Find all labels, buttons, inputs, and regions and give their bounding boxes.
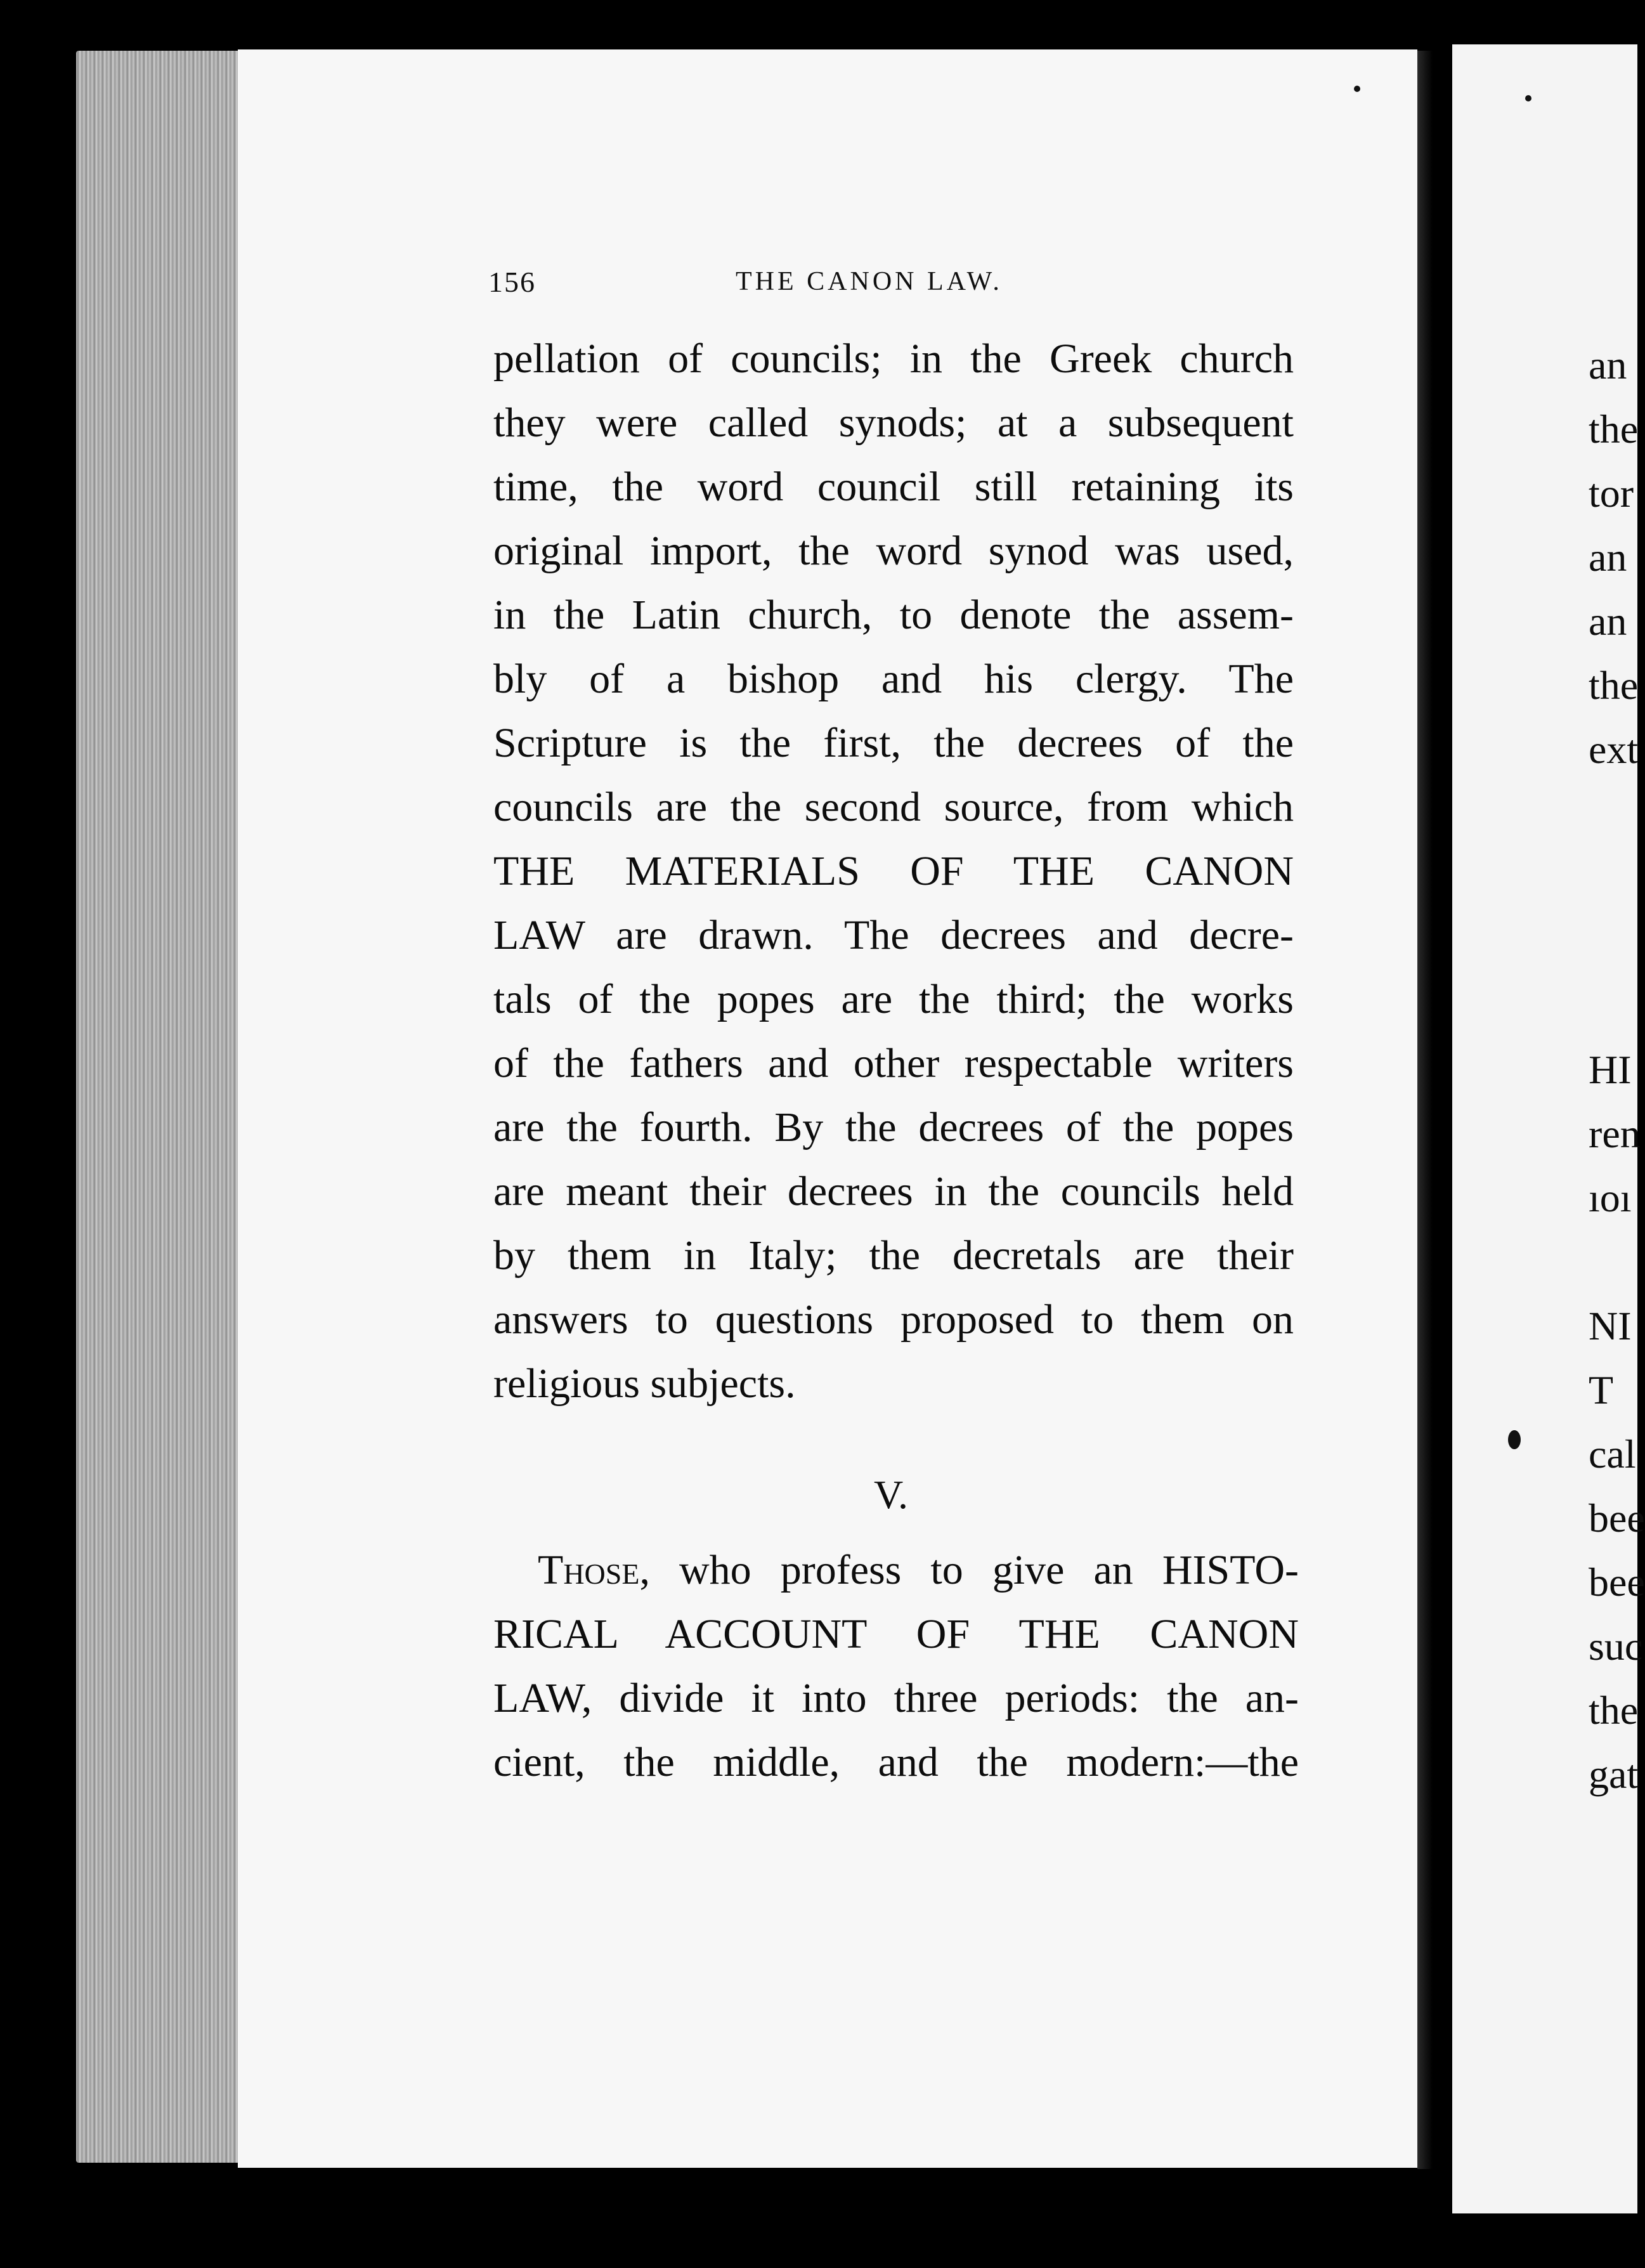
text-line: time, the word council still retaining its (493, 464, 1294, 510)
text-line: pellation of councils; in the Greek church (493, 336, 1294, 382)
page-edges (76, 51, 247, 2163)
first-line-rest: , who profess to give an HISTO- (639, 1547, 1299, 1593)
running-head: THE CANON LAW. (736, 267, 1003, 296)
page-number: 156 (488, 266, 536, 298)
section-number: V. (874, 1472, 908, 1517)
text-line: are the fourth. By the decrees of the popes (493, 1104, 1294, 1150)
paragraph-2 (493, 1538, 1299, 1794)
right-page-text-fragments (1589, 333, 1645, 1806)
text-line: religious subjects. (493, 1360, 796, 1407)
fragment: the (1589, 1688, 1639, 1733)
text-line: LAW are drawn. The decrees and decre- (493, 912, 1294, 958)
text-line: cient, the middle, and the modern:—the (493, 1739, 1299, 1785)
text-line: tals of the popes are the third; the works (493, 976, 1294, 1022)
speck (1354, 86, 1360, 92)
fragment: cal (1589, 1431, 1636, 1476)
text-line: they were called synods; at a subsequent (493, 400, 1294, 446)
fragment: the (1589, 663, 1639, 708)
fragment: suc (1589, 1624, 1643, 1669)
speck (1525, 95, 1531, 101)
fragment (1589, 781, 1639, 845)
text-line: RICAL ACCOUNT OF THE CANON (493, 1611, 1299, 1657)
text-line-first (493, 1538, 1299, 1602)
fragment: T (1589, 1367, 1614, 1412)
text-line: by them in Italy; the decretals are their (493, 1232, 1294, 1279)
ink-mark (1508, 1430, 1521, 1449)
fragment (1589, 845, 1639, 909)
fragment: HI (1589, 1047, 1632, 1092)
fragment (1589, 909, 1639, 974)
text-line: original import, the word synod was used, (493, 528, 1294, 574)
fragment: ext (1589, 727, 1639, 772)
page-header (488, 265, 1306, 303)
fragment: gat (1589, 1752, 1639, 1797)
text-line: Scripture is the first, the decrees of the (493, 720, 1294, 766)
text-line: in the Latin church, to denote the assem- (493, 592, 1294, 638)
drop-word: Those (538, 1547, 640, 1593)
text-line: of the fathers and other respectable writers (493, 1040, 1294, 1086)
fragment (1589, 974, 1639, 1038)
text-line: bly of a bishop and his clergy. The (493, 656, 1294, 702)
fragment: the (1589, 407, 1639, 452)
fragment: tor (1589, 471, 1634, 516)
text-line: answers to questions proposed to them on (493, 1296, 1294, 1343)
fragment: bee (1589, 1496, 1645, 1541)
text-line: councils are the second source, from which (493, 784, 1294, 830)
text-line: are meant their decrees in the councils held (493, 1168, 1294, 1215)
text-line: THE MATERIALS OF THE CANON (493, 848, 1294, 894)
fragment: an (1589, 342, 1627, 388)
fragment: an (1589, 599, 1627, 644)
book-gutter (1417, 51, 1455, 2169)
paragraph-1 (493, 327, 1294, 1416)
text-line: LAW, divide it into three periods: the an- (493, 1675, 1299, 1721)
fragment: ren (1589, 1111, 1641, 1156)
fragment: an (1589, 535, 1627, 580)
fragment: ıoı (1589, 1175, 1632, 1220)
fragment (1589, 1230, 1639, 1294)
fragment: NI (1589, 1303, 1632, 1348)
fragment: bee (1589, 1560, 1645, 1605)
